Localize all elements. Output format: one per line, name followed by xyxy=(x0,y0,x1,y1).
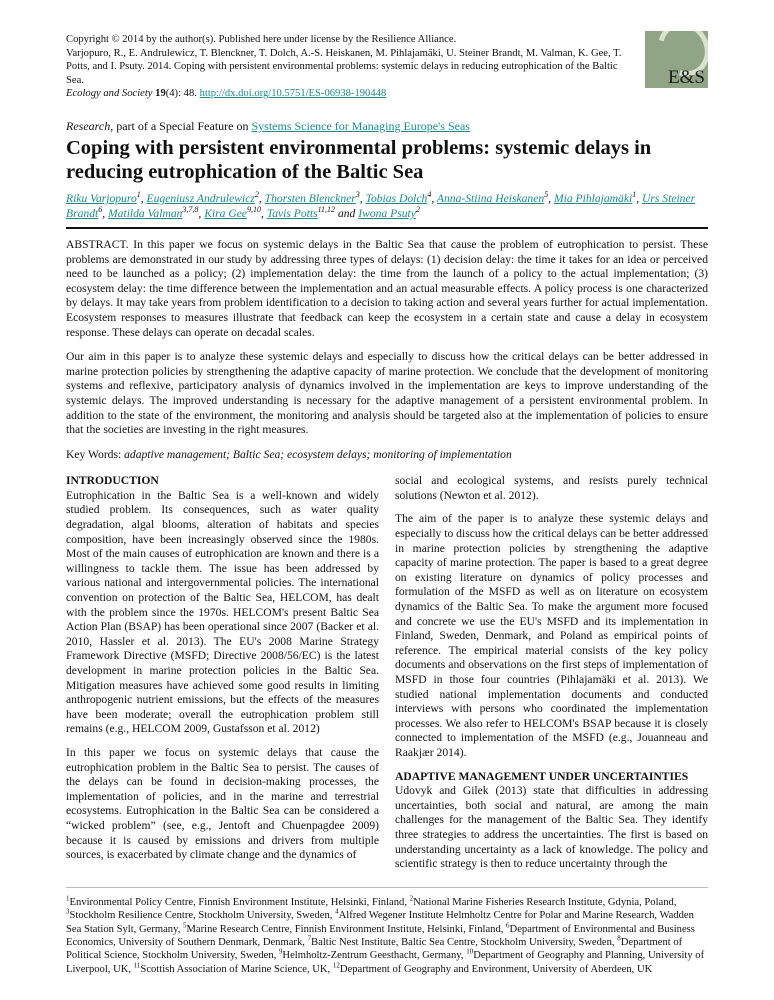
article-kicker: Research, part of a Special Feature on Systems Science for Managing Europe's Seas xyxy=(66,118,470,133)
author-link[interactable]: Mia Pihlajamäki xyxy=(553,191,633,205)
author-separator: , xyxy=(431,191,437,205)
citation-text: Varjopuro, R., E. Andrulewicz, T. Blenckner, T. Dolch, A.-S. Heiskanen, M. Pihlajamäki, U. Steiner Brandt, M. Valman, K. Gee, T. Potts, and I. Psuty. 2014. Coping with persistent environmental problems: systemic delays in reducing eutrophication of the Baltic Sea. Ecology and Society 19(4): 48. http://dx.doi.org/10.5751/ES-06938-190448 xyxy=(66,47,622,100)
affiliation-number: 5 xyxy=(183,921,187,929)
right-column xyxy=(395,474,708,880)
author-separator: , xyxy=(258,191,265,205)
author-list xyxy=(66,191,708,221)
affiliation-text: Department of Environmental and Business Economics, University of Southern Denmark, Denmark, xyxy=(66,923,695,948)
author-link[interactable]: Matilda Valman xyxy=(108,206,183,220)
affiliation-text: Department of Political Science, Stockholm University, Sweden, xyxy=(66,936,683,962)
affiliation-number: 9 xyxy=(278,947,283,956)
doi-link[interactable]: http://dx.doi.org/10.5751/ES-06938-190448 xyxy=(199,88,387,100)
affiliation-text: Alfred Wegener Institute Helmholtz Centre for Polar and Marine Research, Wadden Sea Station Sylt, Germany, xyxy=(66,910,694,935)
author-link[interactable]: Kira Gee xyxy=(204,206,248,220)
body-paragraph: social and ecological systems, and resists purely technical solutions (Newton et al. 2012). xyxy=(395,474,708,502)
author-separator: , xyxy=(359,191,366,205)
body-paragraph: Eutrophication in the Baltic Sea is a well-known and widely studied problem. Its consequences, such as water quality degradation, algal blooms, alteration of habitats and species composition, have been increasingly observed since the 1980s. Most of the main causes of eutrophication are known and there is a willingness to tackle them. The issue has been addressed by various national and intergovernmental policies. The international convention on protection of the Baltic Sea, HELCOM, has dealt with the problem since the 1970s. HELCOM's present Baltic Sea Action Plan (BSAP) has been operational since 2007 (Backer et al. 2010, Hassler et al. 2013). The EU's 2008 Marine Strategy Framework Directive (MSFD; Directive 2008/56/EC) is the latest development in marine protection policies in the Baltic Sea. Mitigation measures have achieved some good results in limiting anthropogenic nutrient emissions, but the effects of the measures have been moderate; overall the eutrophication problem still remains (e.g., HELCOM 2009, Gustafsson et al. 2012) xyxy=(66,488,379,736)
abstract xyxy=(66,238,708,462)
affiliation-text: Baltic Nest Institute, Baltic Sea Centre, Stockholm University, Sweden, xyxy=(311,936,618,948)
affiliation-number: 8 xyxy=(617,934,621,943)
affiliation-number: 6 xyxy=(506,921,510,929)
author-link[interactable]: Urs Steiner Brandt xyxy=(66,191,696,220)
author-link[interactable]: Anna-Stiina Heiskanen xyxy=(436,191,545,205)
keywords: Key Words: adaptive management; Baltic Sea; ecosystem delays; monitoring of implementation xyxy=(66,447,512,461)
section-heading-introduction: INTRODUCTION xyxy=(66,474,159,488)
affiliation-text: Environmental Policy Centre, Finnish Environment Institute, Helsinki, Finland, xyxy=(69,896,410,908)
affiliation-number: 12 xyxy=(332,961,340,970)
author-affiliation-number: 1 xyxy=(136,190,141,200)
volume: 19 xyxy=(155,88,166,100)
body-columns xyxy=(66,474,708,880)
author-affiliation-number: 4 xyxy=(427,190,432,200)
section-heading-adaptive-management: ADAPTIVE MANAGEMENT UNDER UNCERTAINTIES xyxy=(395,769,689,783)
body-paragraph: Udovyk and Gilek (2013) state that difficulties in addressing uncertainties, both social and natural, are among the main challenges for the management of the Baltic Sea. They identify three strategies to address the uncertainties. The first is based on understanding uncertainty as a lack of knowledge. The policy and scientific strategy is then to reduce uncertainty through the xyxy=(395,784,708,871)
author-affiliation-number: 5 xyxy=(544,190,549,200)
page-title: Coping with persistent environmental problems: systemic delays in reducing eutrophication of the Baltic Sea xyxy=(66,136,652,183)
logo-text: E&S xyxy=(668,67,705,88)
affiliation-number: 11 xyxy=(133,961,141,970)
affiliation-number: 3 xyxy=(66,907,70,916)
author-separator: , xyxy=(548,191,554,205)
author-affiliation-number: 6 xyxy=(98,205,103,215)
author-affiliation-number: 11,12 xyxy=(317,205,336,215)
affiliation-text: Department of Geography and Planning, University of Liverpool, UK, xyxy=(66,950,705,975)
author-separator: and xyxy=(335,206,359,220)
affiliation-text: Department of Geography and Environment, University of Aberdeen, UK xyxy=(339,963,653,975)
affiliation-number: 4 xyxy=(335,907,339,916)
author-affiliation-number: 1 xyxy=(632,190,637,200)
left-column xyxy=(66,474,379,880)
author-link[interactable]: Riku Varjopuro xyxy=(66,191,137,205)
author-separator: , xyxy=(198,206,205,220)
author-affiliation-number: 3 xyxy=(355,190,360,200)
author-separator: , xyxy=(261,206,267,220)
special-feature-link[interactable]: Systems Science for Managing Europe's Seas xyxy=(251,118,470,133)
author-affiliation-number: 2 xyxy=(254,190,259,200)
footnote-divider xyxy=(66,887,708,888)
affiliation-number: 7 xyxy=(307,934,312,943)
author-link[interactable]: Thorsten Blenckner xyxy=(264,191,356,205)
author-affiliation-number: 9,10 xyxy=(247,205,262,215)
author-affiliation-number: 3,7,8 xyxy=(182,205,199,215)
author-affiliation-number: 2 xyxy=(415,205,420,215)
abstract-paragraph: ABSTRACT. In this paper we focus on systemic delays in the Baltic Sea that cause the problem of eutrophication to persist. These problems are demonstrated in our study by addressing three types of delays: (1) decision delay: the time it takes for an idea or perceived need to be launched as a policy; (2) implementation delay: the time from the launch of a policy to the actual implementation; (3) ecosystem delay: the time difference between the implementation and an actual measurable effects. A policy process is one characterized by delays. It may take years from problem identification to a decision to taking action and several years further for actual implementation. Ecosystem responses to measures illustrate that feedback can keep the ecosystem in a certain state and cause a delay in ecosystem response. These delays can operate on decadal scales. xyxy=(66,237,708,339)
author-separator: , xyxy=(102,206,109,220)
affiliation-text: Stockholm Resilience Centre, Stockholm University, Sweden, xyxy=(69,910,336,922)
top-row xyxy=(66,31,708,101)
body-paragraph: The aim of the paper is to analyze these systemic delays and especially to discuss how the critical delays can be better addressed in marine protection policies by strengthening the adaptive capacity of marine protection. The paper is based to a great degree on existing literature on dynamics of policy processes and formulation of the MSFD as well as on literature on ecosystem dynamics of the Baltic Sea. To make the argument more focused and concrete we use the EU's MSFD and its implementation in Finland, Sweden, Denmark, and Poland as empirical points of reference. The empirical material consists of the key policy documents and observations on the first steps of implementation of MSFD in those four countries (Pihlajamäki et al. 2013). We studied national implementation documents and conducted interviews with persons who coordinated the implementation processes. We also refer to HELCOM's BSAP because it is closely connected to implementation of the MSFD (e.g., Jouanneau and Raakjær 2014). xyxy=(395,512,708,759)
author-link[interactable]: Iwona Psuty xyxy=(358,206,416,220)
journal-logo xyxy=(645,31,708,88)
body-paragraph: In this paper we focus on systemic delays that cause the eutrophication problem in the Baltic Sea to persist. The causes of the delays can be found in decision-making processes, the implementation of policies, and in the marine and terrestrial ecosystems. Eutrophication in the Baltic Sea can be considered a “wicked problem” (see, e.g., Jentoft and Chuenpagdee 2009) because it is caused by emissions and drivers from multiple sources, is exacerbated by climate change and the dynamics of xyxy=(66,745,379,862)
affiliation-text: Marine Research Centre, Finnish Environment Institute, Helsinki, Finland, xyxy=(186,923,507,935)
title-divider xyxy=(66,227,708,229)
abstract-paragraph: Our aim in this paper is to analyze these systemic delays and especially to discuss how the critical delays can be better addressed in marine protection policies by strengthening the adaptive capacity of marine protection. We conclude that the development of monitoring systems and reflexive, participatory analysis of dynamics involved in the implementation are keys to improve understanding of the systemic delays. The improved understanding is necessary for the adaptive management of a persistent environmental problem. In addition to the state of the environment, the monitoring and analysis should be targeted also at the implementation of policies to ensure that the societies are investing in the right measures. xyxy=(66,350,708,437)
affiliation-text: Helmholtz-Zentrum Geesthacht, Germany, xyxy=(282,950,467,962)
citation-header xyxy=(66,31,636,101)
author-separator: , xyxy=(140,191,147,205)
affiliation-text: National Marine Fisheries Research Institute, Gdynia, Poland, xyxy=(413,896,677,908)
affiliation-number: 1 xyxy=(66,894,70,903)
affiliation-text: Scottish Association of Marine Science, UK, xyxy=(140,963,333,975)
affiliations xyxy=(66,896,708,976)
affiliation-number: 10 xyxy=(466,947,474,956)
author-separator: , xyxy=(636,191,642,205)
author-link[interactable]: Eugeniusz Andrulewicz xyxy=(146,191,255,205)
journal-name: Ecology and Society xyxy=(66,88,153,100)
copyright-line: Copyright © 2014 by the author(s). Published here under license by the Resilience Alliance. xyxy=(66,34,457,45)
author-link[interactable]: Tavis Potts xyxy=(266,206,318,220)
affiliation-number: 2 xyxy=(409,894,414,903)
author-link[interactable]: Tobias Dolch xyxy=(365,191,428,205)
